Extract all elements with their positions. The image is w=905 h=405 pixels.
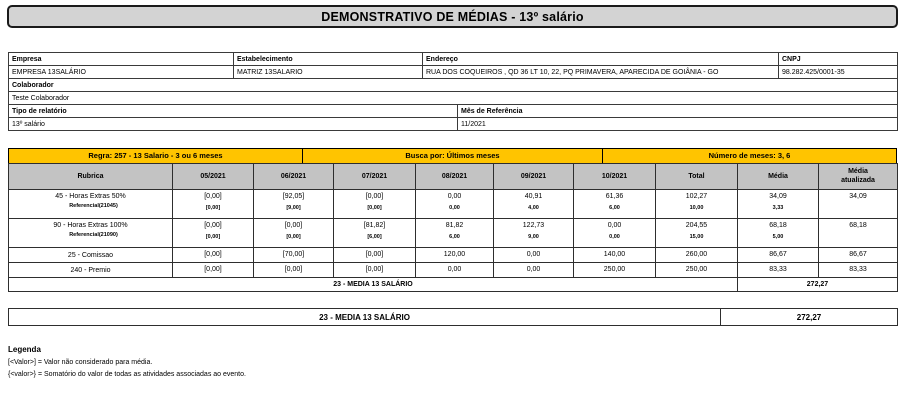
colaborador-label: Colaborador [9, 79, 898, 92]
medias-table [8, 163, 898, 292]
value-cell: [0,00] [334, 263, 416, 278]
col-media: Média [738, 164, 819, 190]
media-cell: 34,09 3,33 [738, 190, 819, 219]
info-value-row-1 [9, 66, 898, 79]
rule-band [8, 148, 897, 164]
tipo-relatorio-value: 13º salário [9, 118, 458, 131]
table-row [9, 219, 898, 248]
value-cell: [0,00] [0,00] [173, 190, 254, 219]
cnpj-value: 98.282.425/0001-35 [779, 66, 898, 79]
numero-meses-text: Número de meses: 3, 6 [708, 151, 791, 160]
media-cell: 83,33 [738, 263, 819, 278]
value-cell: 250,00 [574, 263, 656, 278]
referencial-label: Referencial(21090) [69, 232, 118, 238]
media-atualizada-cell: 86,67 [819, 248, 898, 263]
value-cell: [92,05] [9,00] [254, 190, 334, 219]
colaborador-value: Teste Colaborador [9, 92, 898, 105]
total-cell: 102,27 10,00 [656, 190, 738, 219]
total-cell: 250,00 [656, 263, 738, 278]
endereco-label: Endereço [423, 53, 779, 66]
table-row [9, 263, 898, 278]
total-cell: 204,55 15,00 [656, 219, 738, 248]
colaborador-value-row [9, 92, 898, 105]
legend-title: Legenda [8, 345, 41, 354]
regra-text: Regra: 257 - 13 Salario - 3 ou 6 meses [9, 149, 303, 163]
medias-header-row [9, 164, 898, 190]
col-07-2021: 07/2021 [334, 164, 416, 190]
col-09-2021: 09/2021 [494, 164, 574, 190]
col-rubrica: Rubrica [9, 164, 173, 190]
legend-section [8, 345, 905, 378]
media-13-salario-value: 272,27 [738, 278, 898, 292]
col-total: Total [656, 164, 738, 190]
empresa-label: Empresa [9, 53, 234, 66]
value-cell: 122,73 9,00 [494, 219, 574, 248]
total-cell: 260,00 [656, 248, 738, 263]
value-cell: [0,00] [0,00] [173, 219, 254, 248]
info-value-row-2 [9, 118, 898, 131]
legend-line-1: [<Valor>] = Valor não considerado para média. [8, 359, 153, 366]
referencial-label: Referencial(21045) [69, 203, 118, 209]
value-cell: [0,00] [0,00] [334, 190, 416, 219]
col-06-2021: 06/2021 [254, 164, 334, 190]
value-cell: 81,82 6,00 [416, 219, 494, 248]
final-summary-table [8, 308, 898, 326]
final-summary-label: 23 - MEDIA 13 SALÁRIO [9, 309, 721, 326]
tipo-relatorio-label: Tipo de relatório [9, 105, 458, 118]
cnpj-label: CNPJ [779, 53, 898, 66]
rubrica-cell: 25 - Comissao [9, 248, 173, 263]
value-cell: [0,00] [0,00] [254, 219, 334, 248]
col-media-atualizada: Média atualizada [819, 164, 898, 190]
estabelecimento-value: MATRIZ 13SALARIO [234, 66, 423, 79]
final-summary-value: 272,27 [721, 309, 898, 326]
rubrica-cell: 45 - Horas Extras 50% Referencial(21045) [9, 190, 173, 219]
rubrica-cell: 90 - Horas Extras 100% Referencial(21090) [9, 219, 173, 248]
report-title: DEMONSTRATIVO DE MÉDIAS - 13º salário [321, 9, 584, 24]
mes-referencia-value: 11/2021 [458, 118, 898, 131]
info-header-row-2 [9, 105, 898, 118]
media-atualizada-cell: 83,33 [819, 263, 898, 278]
company-info-table [8, 52, 898, 131]
col-08-2021: 08/2021 [416, 164, 494, 190]
value-cell: 61,36 6,00 [574, 190, 656, 219]
media-13-salario-row [9, 278, 898, 292]
colaborador-header-row [9, 79, 898, 92]
value-cell: 0,00 0,00 [574, 219, 656, 248]
busca-por-text: Busca por: Últimos meses [303, 149, 603, 163]
value-cell: 40,91 4,00 [494, 190, 574, 219]
value-cell: 0,00 [416, 263, 494, 278]
value-cell: [0,00] [334, 248, 416, 263]
media-13-salario-label: 23 - MEDIA 13 SALÁRIO [9, 278, 738, 292]
empresa-value: EMPRESA 13SALÁRIO [9, 66, 234, 79]
legend-line-2: {<valor>} = Somatório do valor de todas as atividades associadas ao evento. [8, 371, 246, 378]
estabelecimento-label: Estabelecimento [234, 53, 423, 66]
value-cell: 120,00 [416, 248, 494, 263]
value-cell: [81,82] [6,00] [334, 219, 416, 248]
table-row [9, 248, 898, 263]
value-cell: 0,00 0,00 [416, 190, 494, 219]
endereco-value: RUA DOS COQUEIROS , QD 36 LT 10, 22, PQ PRIMAVERA, APARECIDA DE GOIÂNIA - GO [423, 66, 779, 79]
info-header-row-1 [9, 53, 898, 66]
media-cell: 68,18 5,00 [738, 219, 819, 248]
value-cell: 0,00 [494, 248, 574, 263]
col-10-2021: 10/2021 [574, 164, 656, 190]
report-title-box [7, 5, 898, 28]
media-atualizada-cell: 68,18 [819, 219, 898, 248]
media-atualizada-cell: 34,09 [819, 190, 898, 219]
final-summary-row [9, 309, 898, 326]
mes-referencia-label: Mês de Referência [458, 105, 898, 118]
col-05-2021: 05/2021 [173, 164, 254, 190]
media-cell: 86,67 [738, 248, 819, 263]
value-cell: [70,00] [254, 248, 334, 263]
rubrica-cell: 240 - Premio [9, 263, 173, 278]
value-cell: [0,00] [173, 263, 254, 278]
value-cell: 0,00 [494, 263, 574, 278]
table-row [9, 190, 898, 219]
value-cell: [0,00] [173, 248, 254, 263]
value-cell: [0,00] [254, 263, 334, 278]
value-cell: 140,00 [574, 248, 656, 263]
